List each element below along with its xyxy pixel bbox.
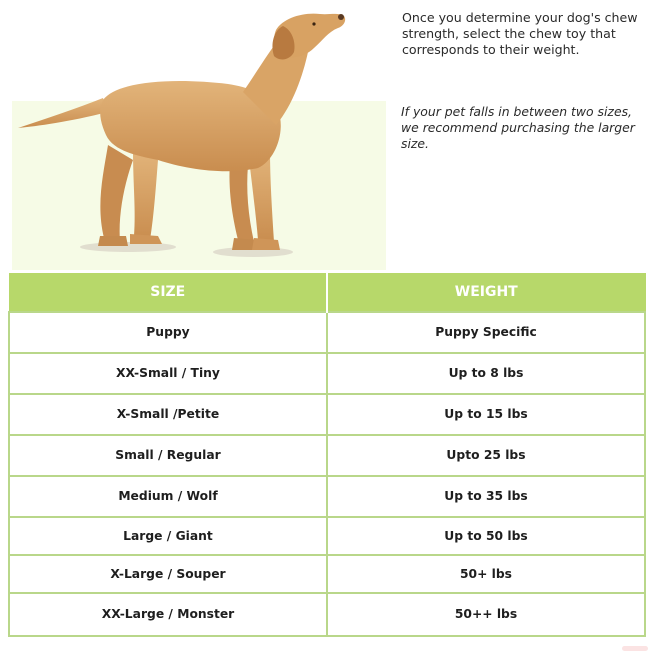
table-row: [9, 476, 645, 517]
size-cell: XX-Large / Monster: [9, 593, 327, 636]
weight-cell: Up to 15 lbs: [327, 394, 645, 435]
size-cell: Medium / Wolf: [9, 476, 327, 517]
weight-cell: Up to 50 lbs: [327, 517, 645, 555]
size-cell: X-Small /Petite: [9, 394, 327, 435]
size-cell: Large / Giant: [9, 517, 327, 555]
size-weight-table: [8, 273, 646, 637]
table-row: [9, 353, 645, 394]
table-row: [9, 517, 645, 555]
weight-cell: Up to 8 lbs: [327, 353, 645, 394]
table-row: [9, 555, 645, 593]
weight-cell: 50++ lbs: [327, 593, 645, 636]
table-row: [9, 394, 645, 435]
table-row: [9, 312, 645, 353]
intro-text: Once you determine your dog's chew strength, select the chew toy that corresponds to their weight.: [402, 10, 638, 57]
weight-cell: 50+ lbs: [327, 555, 645, 593]
puppy-illustration: [8, 0, 386, 270]
size-note: If your pet falls in between two sizes, we recommend purchasing the larger size.: [401, 104, 635, 151]
table-row: [9, 593, 645, 636]
weight-column-header: WEIGHT: [327, 274, 645, 312]
size-cell: Puppy: [9, 312, 327, 353]
size-column-header: SIZE: [9, 274, 327, 312]
weight-cell: Up to 35 lbs: [327, 476, 645, 517]
size-cell: Small / Regular: [9, 435, 327, 476]
table-header-row: [9, 274, 645, 312]
size-cell: X-Large / Souper: [9, 555, 327, 593]
corner-decoration: [622, 646, 648, 651]
weight-cell: Puppy Specific: [327, 312, 645, 353]
weight-cell: Upto 25 lbs: [327, 435, 645, 476]
size-cell: XX-Small / Tiny: [9, 353, 327, 394]
dog-photo: [8, 0, 386, 270]
table-row: [9, 435, 645, 476]
